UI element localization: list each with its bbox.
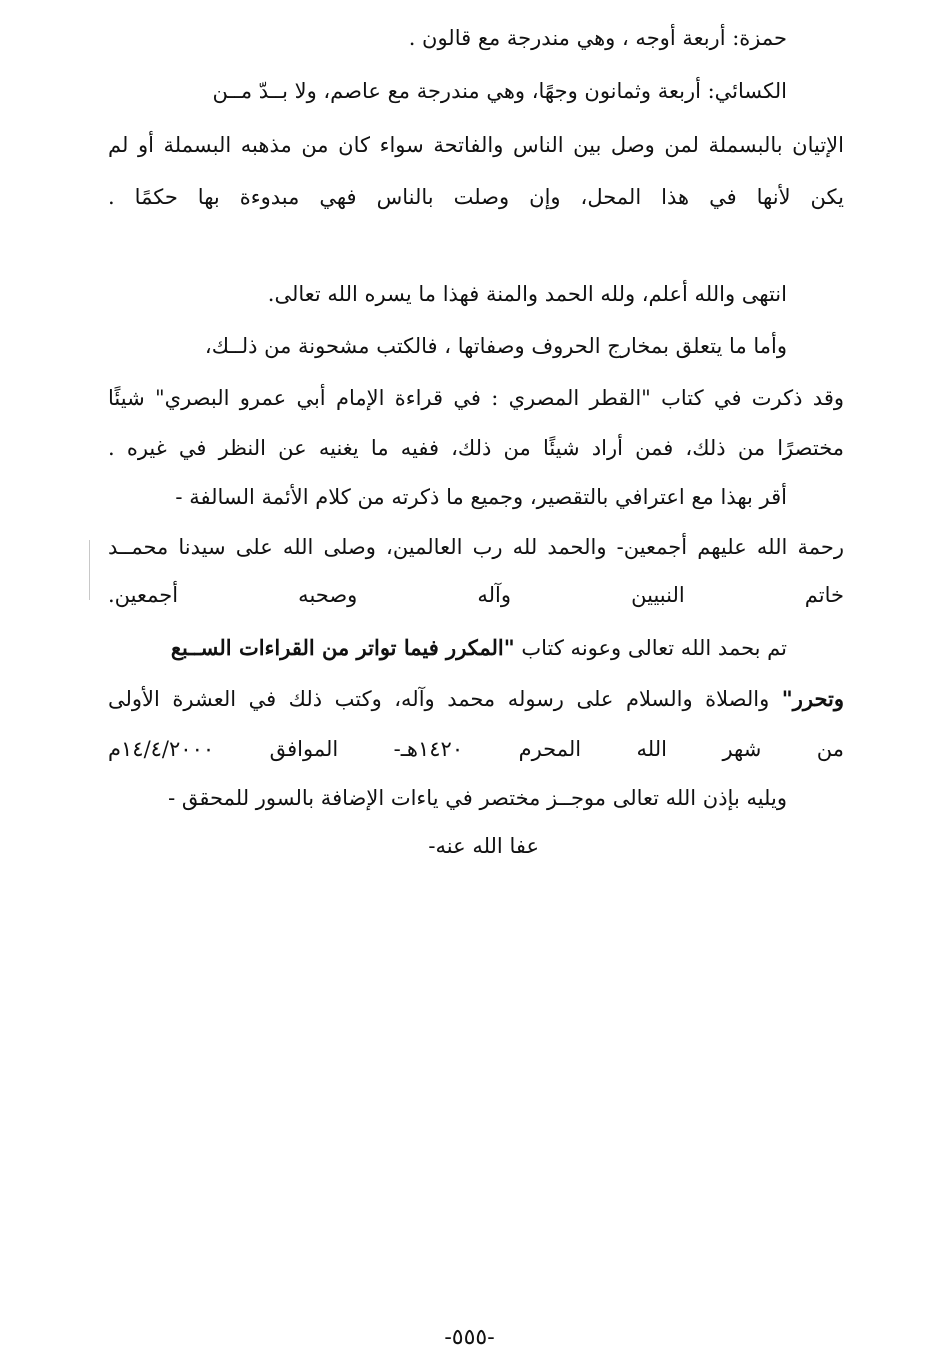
- text-line: حمزة: أربعة أوجه ، وهي مندرجة مع قالون .: [408, 26, 787, 50]
- text-line: الكسائي: أربعة وثمانون وجهًا، وهي مندرجة مع عاصم، ولا بــدّ مــن: [212, 79, 787, 103]
- closing-line: [108, 683, 844, 715]
- closing-prefix: تم بحمد الله تعالى وعونه كتاب: [514, 636, 787, 660]
- text-line: خاتم النبيين وآله وصحبه أجمعين.: [108, 583, 844, 607]
- text-line: انتهى والله أعلم، ولله الحمد والمنة فهذا ما يسره الله تعالى.: [267, 282, 787, 306]
- closing-rest: والصلاة والسلام على رسوله محمد وآله، وكتب ذلك في العشرة الأولى: [108, 687, 782, 711]
- text-line: وأما ما يتعلق بمخارج الحروف وصفاتها ، فالكتب مشحونة من ذلــك،: [204, 334, 787, 358]
- text-line: ويليه بإذن الله تعالى موجــز مختصر في ياءات الإضافة بالسور للمحقق -: [168, 786, 787, 810]
- text-line: الإتيان بالبسملة لمن وصل بين الناس والفاتحة سواء كان من مذهبه البسملة أو لم: [108, 133, 844, 157]
- text-line: عفا الله عنه-: [428, 834, 539, 858]
- book-title: "المكرر فيما تواتر من القراءات الســبع: [170, 635, 515, 660]
- text-line: أقر بهذا مع اعترافي بالتقصير، وجميع ما ذكرته من كلام الأئمة السالفة -: [175, 485, 787, 509]
- text-line: وقد ذكرت في كتاب "القطر المصري : في قراءة الإمام أبي عمرو البصري" شيئًا: [108, 386, 844, 410]
- text-line: مختصرًا من ذلك، فمن أراد شيئًا من ذلك، ففيه ما يغنيه عن النظر في غيره .: [108, 436, 844, 460]
- scan-edge-mark: [89, 540, 90, 600]
- book-title-end: وتحرر": [781, 686, 844, 711]
- page-number: -٥٥٥-: [444, 1325, 495, 1350]
- text-line: رحمة الله عليهم أجمعين- والحمد لله رب العالمين، وصلى الله على سيدنا محمــد: [108, 535, 844, 559]
- closing-line: [171, 632, 787, 664]
- date-line: من شهر الله المحرم ١٤٢٠هـ- الموافق ١٤/٤/٢٠٠٠م: [108, 737, 844, 761]
- text-line: يكن لأنها في هذا المحل، وإن وصلت بالناس فهي مبدوءة بها حكمًا .: [108, 185, 844, 209]
